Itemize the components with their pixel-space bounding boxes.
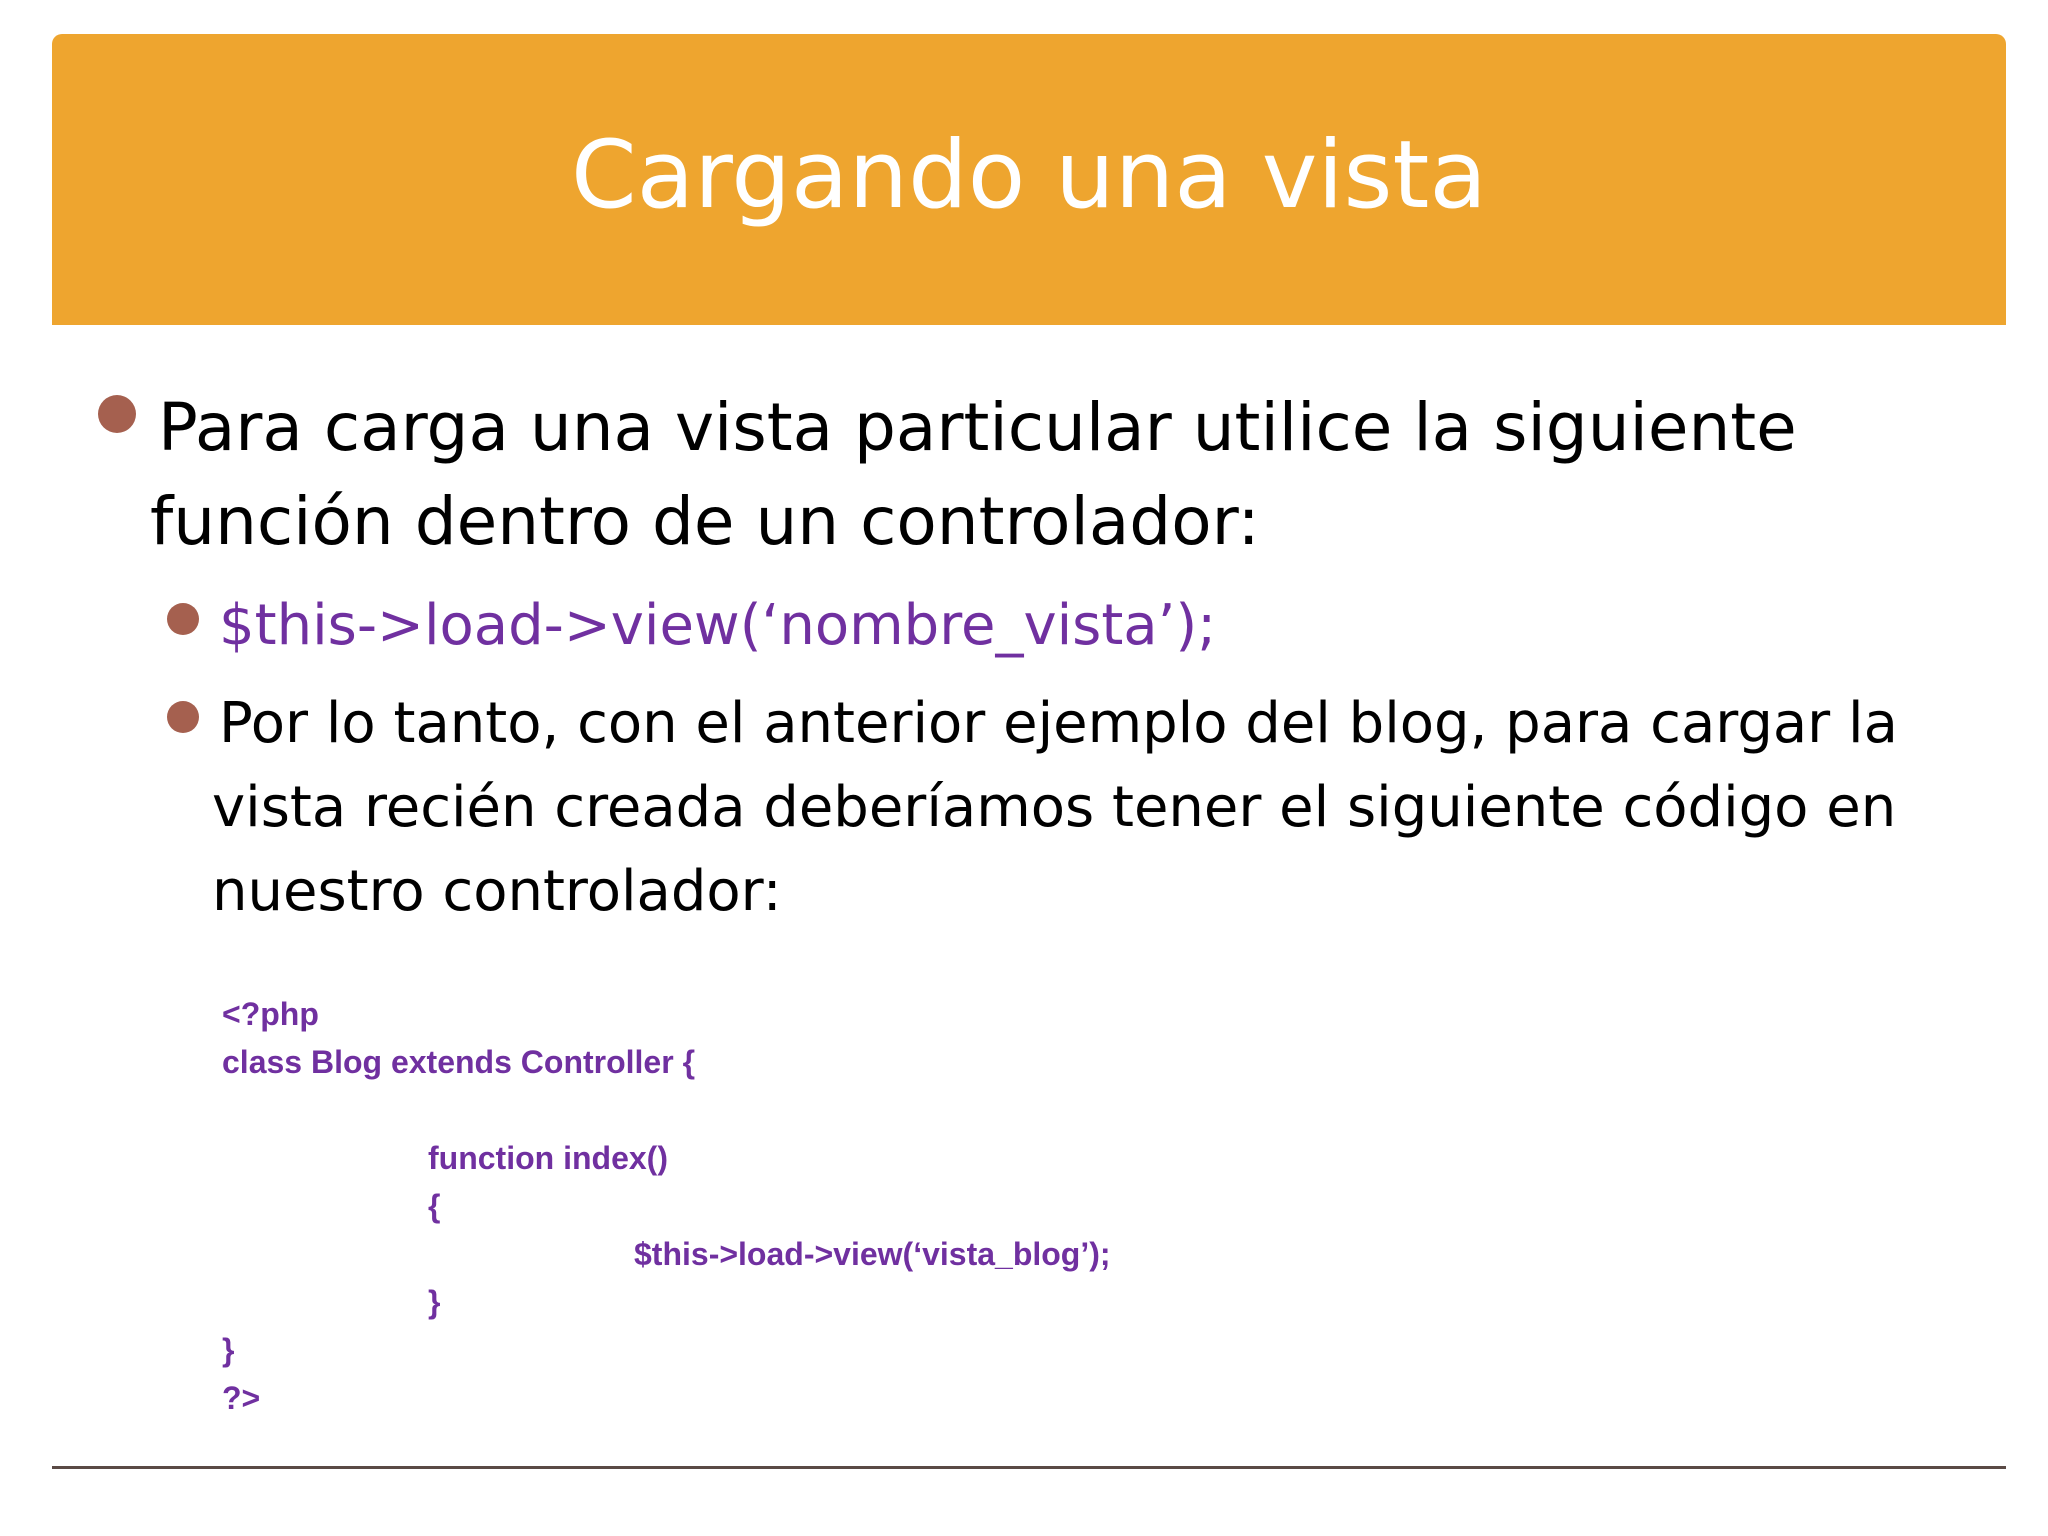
code-line-load-view: $this->load->view(‘vista_blog’); — [634, 1236, 1111, 1272]
bullet-1-line-2: función dentro de un controlador: — [150, 483, 1260, 560]
bullet-3-line-3: nuestro controlador: — [212, 859, 782, 924]
bullet-3-line-1: Por lo tanto, con el anterior ejemplo del blog, para cargar la — [219, 691, 1898, 756]
code-line-php-open: <?php — [222, 996, 319, 1032]
code-line-close-brace-class: } — [222, 1332, 235, 1368]
bullet-marker-2 — [167, 603, 199, 635]
code-line-function: function index() — [428, 1140, 668, 1176]
bullet-2-code-call: $this->load->view(‘nombre_vista’); — [219, 593, 1217, 658]
code-line-class: class Blog extends Controller { — [222, 1044, 696, 1080]
bullet-1-line-1: Para carga una vista particular utilice la siguiente — [158, 389, 1797, 466]
title-bar — [52, 34, 2006, 325]
code-line-php-close: ?> — [222, 1380, 261, 1416]
bullet-marker-1 — [98, 395, 136, 433]
code-line-blank — [222, 1086, 1111, 1134]
code-block — [222, 990, 1111, 1422]
slide-title: Cargando una vista — [571, 121, 1487, 230]
code-line-open-brace: { — [428, 1188, 441, 1224]
bullet-3-line-2: vista recién creada deberíamos tener el siguiente código en — [212, 775, 1897, 840]
bullet-marker-3 — [167, 701, 199, 733]
bottom-divider — [52, 1466, 2006, 1469]
code-line-close-brace-inner: } — [428, 1284, 441, 1320]
